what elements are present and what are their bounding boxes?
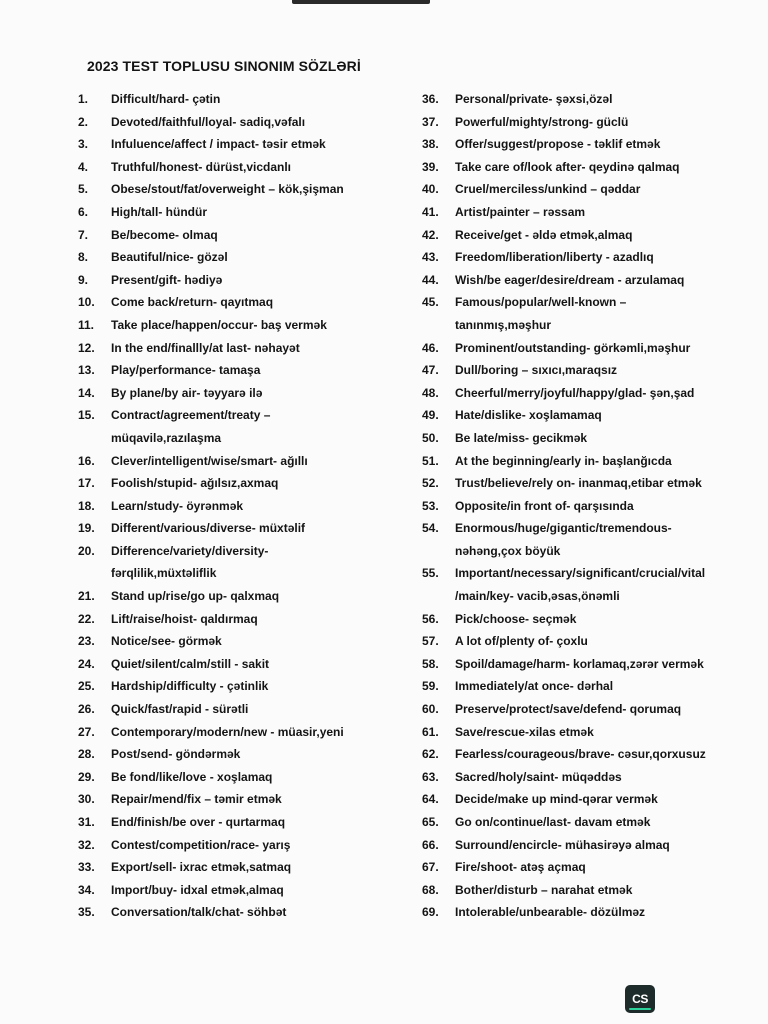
entry-text: Pick/choose- seçmək (455, 611, 577, 626)
synonym-entry (422, 201, 757, 224)
synonym-entry (422, 856, 757, 879)
entry-text: Post/send- göndərmək (111, 747, 241, 762)
entry-number: 29. (78, 769, 95, 784)
synonym-entry (78, 133, 418, 156)
entry-number: 67. (422, 860, 439, 875)
entry-number: 56. (422, 611, 439, 626)
entry-text: Artist/painter – rəssam (455, 204, 586, 219)
synonym-entry (422, 879, 757, 902)
entry-number: 22. (78, 611, 95, 626)
synonym-entry (422, 901, 757, 924)
synonym-entry (78, 246, 418, 269)
entry-text: Personal/private- şəxsi,özəl (455, 92, 613, 106)
entry-text: Quick/fast/rapid - sürətli (111, 702, 249, 717)
synonym-entry (422, 111, 757, 134)
entry-number: 5. (78, 182, 89, 197)
entry-continuation: fərqlilik,müxtəliflik (111, 566, 217, 581)
entry-text: Enormous/huge/gigantic/tremendous- (455, 521, 672, 536)
entry-text: Offer/suggest/propose - təklif etmək (455, 137, 661, 152)
entry-text: Trust/believe/rely on- inanmaq,etibar etmək (455, 476, 702, 491)
synonym-entry (78, 879, 418, 902)
entry-number: 3. (78, 137, 89, 152)
synonym-entry (422, 269, 757, 292)
entry-number: 26. (78, 702, 95, 717)
entry-text: Come back/return- qayıtmaq (111, 295, 274, 310)
entry-text: Prominent/outstanding- görkəmli,məşhur (455, 340, 691, 355)
entry-text: In the end/finallly/at last- nəhayət (111, 340, 300, 355)
entry-text: Hate/dislike- xoşlamamaq (455, 408, 602, 423)
entry-text: Notice/see- görmək (111, 634, 222, 649)
entry-continuation: nəhəng,çox böyük (455, 543, 561, 558)
synonym-entry (422, 653, 757, 676)
synonym-entry (78, 178, 418, 201)
entry-text: Take care of/look after- qeydinə qalmaq (455, 159, 680, 174)
entry-text: Obese/stout/fat/overweight – kök,şişman (111, 182, 344, 197)
entry-number: 16. (78, 453, 95, 468)
entry-number: 32. (78, 837, 95, 852)
entry-text: Bother/disturb – narahat etmək (455, 882, 633, 897)
entry-number: 41. (422, 204, 439, 219)
entry-text: Stand up/rise/go up- qalxmaq (111, 589, 280, 604)
synonym-entry (422, 133, 757, 156)
entry-text: A lot of/plenty of- çoxlu (455, 634, 588, 649)
synonym-entry (422, 88, 757, 111)
entry-number: 30. (78, 792, 95, 807)
entry-text: Quiet/silent/calm/still - sakit (111, 656, 270, 671)
entry-text: Cruel/merciless/unkind – qəddar (455, 182, 641, 197)
entry-number: 63. (422, 769, 439, 784)
entry-text: Opposite/in front of- qarşısında (455, 498, 634, 513)
entry-number: 25. (78, 679, 95, 694)
entry-text: Cheerful/merry/joyful/happy/glad- şən,şad (455, 385, 695, 400)
entry-number: 36. (422, 92, 439, 106)
entry-number: 38. (422, 137, 439, 152)
entry-text: Fearless/courageous/brave- cəsur,qorxusuz (455, 747, 706, 762)
scan-edge-mark (292, 0, 430, 4)
synonym-entry (78, 291, 418, 314)
entry-number: 53. (422, 498, 439, 513)
entry-number: 58. (422, 656, 439, 671)
synonym-entry (422, 788, 757, 811)
synonym-entry (78, 766, 418, 789)
camscanner-logo-icon: CS (625, 985, 655, 1013)
entry-text: Devoted/faithful/loyal- sadiq,vəfalı (111, 114, 306, 129)
entry-number: 66. (422, 837, 439, 852)
synonym-list-right (422, 88, 757, 924)
synonym-entry (78, 224, 418, 247)
entry-number: 6. (78, 204, 89, 219)
entry-number: 27. (78, 724, 95, 739)
entry-number: 21. (78, 589, 95, 604)
synonym-entry (422, 766, 757, 789)
synonym-entry (422, 337, 757, 360)
synonym-list-left (78, 88, 418, 924)
entry-number: 23. (78, 634, 95, 649)
synonym-entry (422, 517, 757, 540)
synonym-entry (78, 472, 418, 495)
entry-number: 45. (422, 295, 439, 310)
entry-text: Contract/agreement/treaty – (111, 408, 271, 423)
synonym-entry (78, 404, 418, 427)
entry-text: At the beginning/early in- başlanğıcda (455, 453, 672, 468)
synonym-entry (78, 901, 418, 924)
entry-text: Freedom/liberation/liberty - azadlıq (455, 250, 654, 265)
entry-number: 57. (422, 634, 439, 649)
synonym-entry (422, 495, 757, 518)
entry-number: 10. (78, 295, 95, 310)
entry-text: Present/gift- hədiyə (111, 272, 223, 287)
synonym-entry (78, 856, 418, 879)
synonym-entry (422, 721, 757, 744)
entry-number: 15. (78, 408, 95, 423)
entry-number: 14. (78, 385, 95, 400)
entry-number: 12. (78, 340, 95, 355)
entry-number: 42. (422, 227, 439, 242)
entry-text: Difference/variety/diversity- (111, 543, 269, 558)
entry-text: Conversation/talk/chat- söhbət (111, 905, 287, 920)
synonym-entry (78, 811, 418, 834)
synonym-entry (78, 675, 418, 698)
entry-text: Receive/get - əldə etmək,almaq (455, 227, 633, 242)
synonym-entry (78, 359, 418, 382)
entry-number: 68. (422, 882, 439, 897)
entry-number: 39. (422, 159, 439, 174)
entry-text: Famous/popular/well-known – (455, 295, 627, 310)
entry-number: 7. (78, 227, 89, 242)
entry-text: Decide/make up mind-qərar vermək (455, 792, 658, 807)
entry-text: Sacred/holy/saint- müqəddəs (455, 769, 622, 784)
entry-text: Clever/intelligent/wise/smart- ağıllı (111, 453, 308, 468)
entry-number: 19. (78, 521, 95, 536)
entry-text: High/tall- hündür (111, 204, 207, 219)
entry-number: 1. (78, 92, 89, 106)
entry-continuation: müqavilə,razılaşma (111, 430, 222, 445)
synonym-entry (422, 359, 757, 382)
synonym-entry (422, 675, 757, 698)
synonym-entry (422, 472, 757, 495)
synonym-entry (422, 630, 757, 653)
synonym-entry (78, 314, 418, 337)
entry-number: 18. (78, 498, 95, 513)
entry-number: 11. (78, 317, 95, 332)
synonym-entry (422, 562, 757, 585)
entry-number: 60. (422, 702, 439, 717)
synonym-entry (422, 178, 757, 201)
synonym-entry (78, 88, 418, 111)
entry-text: Save/rescue-xilas etmək (455, 724, 594, 739)
synonym-entry (78, 834, 418, 857)
entry-number: 13. (78, 363, 95, 378)
entry-number: 35. (78, 905, 95, 920)
synonym-entry (78, 743, 418, 766)
entry-number: 69. (422, 905, 439, 920)
entry-text: Foolish/stupid- ağılsız,axmaq (111, 476, 279, 491)
entry-number: 50. (422, 430, 439, 445)
synonym-entry (78, 111, 418, 134)
synonym-entry (78, 585, 418, 608)
entry-number: 46. (422, 340, 439, 355)
entry-number: 2. (78, 114, 89, 129)
entry-number: 17. (78, 476, 95, 491)
entry-number: 49. (422, 408, 439, 423)
entry-number: 51. (422, 453, 439, 468)
entry-number: 37. (422, 114, 439, 129)
synonym-entry (422, 224, 757, 247)
entry-text: End/finish/be over - qurtarmaq (111, 815, 286, 829)
entry-text: Different/various/diverse- müxtəlif (111, 521, 306, 536)
entry-continuation: /main/key- vacib,əsas,önəmli (455, 589, 620, 604)
synonym-entry (422, 156, 757, 179)
synonym-entry (422, 246, 757, 269)
entry-text: Learn/study- öyrənmək (111, 498, 244, 513)
entry-number: 8. (78, 250, 89, 265)
entry-text: Surround/encircle- mühasirəyə almaq (455, 837, 670, 852)
entry-number: 59. (422, 679, 439, 694)
entry-number: 34. (78, 882, 95, 897)
synonym-entry (78, 630, 418, 653)
entry-number: 40. (422, 182, 439, 197)
entry-text: Be/become- olmaq (111, 227, 218, 242)
entry-number: 43. (422, 250, 439, 265)
entry-text: Play/performance- tamaşa (111, 363, 261, 378)
entry-text: Hardship/difficulty - çətinlik (111, 679, 269, 694)
synonym-entry (422, 404, 757, 427)
synonym-entry (78, 269, 418, 292)
entry-text: Import/buy- idxal etmək,almaq (111, 882, 284, 897)
entry-text: Go on/continue/last- davam etmək (455, 815, 651, 829)
entry-text: Wish/be eager/desire/dream - arzulamaq (455, 272, 685, 287)
synonym-entry (422, 382, 757, 405)
entry-number: 4. (78, 159, 89, 174)
entry-text: Contest/competition/race- yarış (111, 837, 291, 852)
entry-text: Export/sell- ixrac etmək,satmaq (111, 860, 292, 875)
entry-number: 31. (78, 815, 95, 829)
entry-number: 44. (422, 272, 439, 287)
synonym-entry (422, 743, 757, 766)
entry-number: 47. (422, 363, 439, 378)
entry-number: 64. (422, 792, 439, 807)
synonym-entry (78, 517, 418, 540)
entry-number: 52. (422, 476, 439, 491)
synonym-entry (78, 788, 418, 811)
synonym-entry (78, 608, 418, 631)
synonym-entry (78, 540, 418, 563)
synonym-entry (78, 495, 418, 518)
entry-number: 62. (422, 747, 439, 762)
synonym-entry (422, 698, 757, 721)
synonym-entry (78, 653, 418, 676)
entry-text: Intolerable/unbearable- dözülməz (455, 905, 646, 920)
synonym-entry (78, 450, 418, 473)
entry-text: Contemporary/modern/new - müasir,yeni (111, 724, 344, 739)
entry-text: Repair/mend/fix – təmir etmək (111, 792, 282, 807)
entry-number: 24. (78, 656, 95, 671)
entry-text: Truthful/honest- dürüst,vicdanlı (111, 159, 291, 174)
synonym-entry (78, 382, 418, 405)
entry-text: Beautiful/nice- gözəl (111, 250, 228, 265)
synonym-entry (422, 834, 757, 857)
synonym-entry (422, 450, 757, 473)
synonym-entry (78, 156, 418, 179)
entry-number: 9. (78, 272, 89, 287)
entry-number: 61. (422, 724, 439, 739)
synonym-entry (422, 811, 757, 834)
entry-number: 33. (78, 860, 95, 875)
page-title: 2023 TEST TOPLUSU SINONIM SÖZLƏRİ (87, 58, 361, 74)
entry-text: Dull/boring – sıxıcı,maraqsız (455, 363, 618, 378)
entry-text: Take place/happen/occur- baş vermək (111, 317, 327, 332)
synonym-entry (78, 721, 418, 744)
entry-text: Be fond/like/love - xoşlamaq (111, 769, 273, 784)
entry-text: Lift/raise/hoist- qaldırmaq (111, 611, 258, 626)
entry-text: Infuluence/affect / impact- təsir etmək (111, 137, 326, 152)
entry-number: 20. (78, 543, 95, 558)
synonym-entry (422, 608, 757, 631)
synonym-entry (78, 337, 418, 360)
entry-text: Powerful/mighty/strong- güclü (455, 114, 629, 129)
entry-text: Important/necessary/significant/crucial/vital (455, 566, 706, 581)
entry-text: Immediately/at once- dərhal (455, 679, 614, 694)
entry-continuation: tanınmış,məşhur (455, 317, 552, 332)
entry-text: By plane/by air- təyyarə ilə (111, 385, 263, 400)
synonym-entry (78, 201, 418, 224)
entry-text: Spoil/damage/harm- korlamaq,zərər vermək (455, 656, 704, 671)
entry-number: 55. (422, 566, 439, 581)
entry-number: 48. (422, 385, 439, 400)
entry-number: 54. (422, 521, 439, 536)
entry-text: Fire/shoot- atəş açmaq (455, 860, 586, 875)
synonym-entry (422, 291, 757, 314)
entry-text: Preserve/protect/save/defend- qorumaq (455, 702, 682, 717)
synonym-entry (78, 698, 418, 721)
entry-text: Difficult/hard- çətin (111, 92, 221, 106)
entry-number: 28. (78, 747, 95, 762)
entry-number: 65. (422, 815, 439, 829)
entry-text: Be late/miss- gecikmək (455, 430, 588, 445)
synonym-entry (422, 427, 757, 450)
